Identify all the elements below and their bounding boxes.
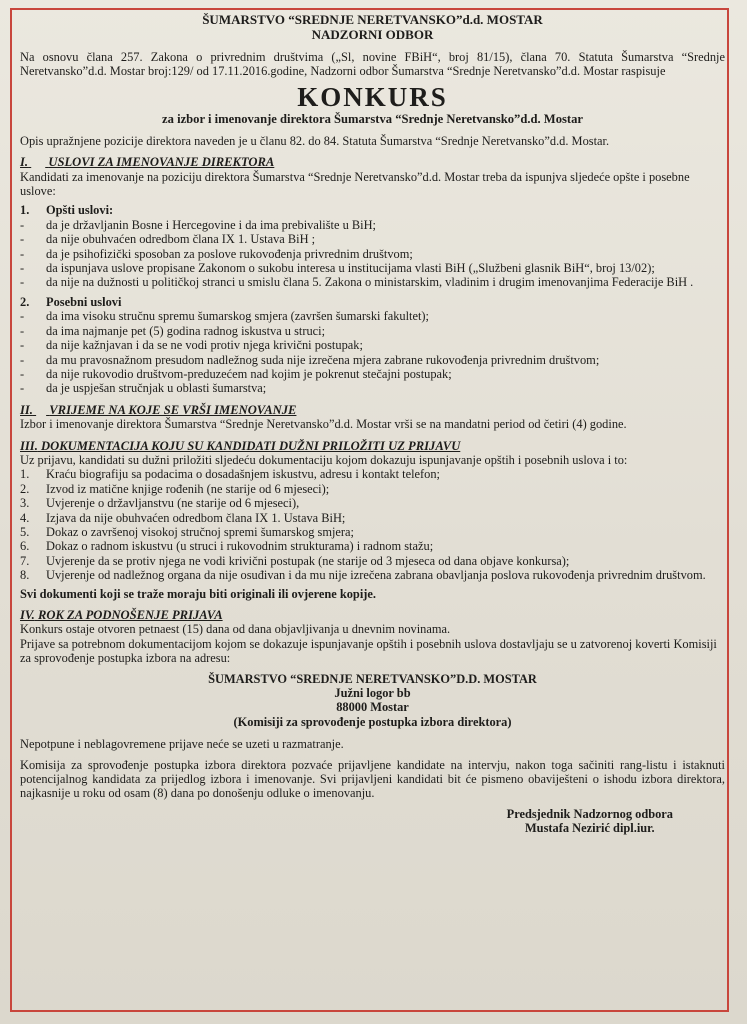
list-item-text: da nije obuhvaćen odredbom člana IX 1. Ustava BiH ; bbox=[46, 232, 316, 247]
general-num: 1. bbox=[20, 203, 30, 218]
item-number: 1. bbox=[20, 467, 30, 482]
section-4-num: IV. bbox=[20, 608, 35, 622]
bullet-mark: - bbox=[20, 338, 25, 353]
documents-note: Svi dokumenti koji se traže moraju biti originali ili ovjerene kopije. bbox=[20, 586, 376, 601]
bullet-mark: - bbox=[20, 261, 25, 276]
bullet-mark: - bbox=[20, 323, 25, 338]
section-3-num: III. bbox=[20, 438, 38, 453]
section-2-text: Izbor i imenovanje direktora Šumarstva “Srednje Neretvansko”d.d. Mostar vrši se na mandatni period od četiri (4) godine. bbox=[20, 417, 627, 432]
list-item-text: da ima najmanje pet (5) godina radnog iskustva u struci; bbox=[46, 323, 326, 338]
address-block bbox=[20, 672, 725, 730]
section-3-title: DOKUMENTACIJA KOJU SU KANDIDATI DUŽNI PRILOŽITI UZ PRIJAVU bbox=[41, 438, 461, 453]
list-item-text: da ispunjava uslove propisane Zakonom o sukobu interesa u institucijama vlasti BiH („Službeni glasnik BiH“, broj 13/02); bbox=[46, 261, 655, 276]
list-item-text: Dokaz o završenoj visokoj stručnoj spremi šumarskog smjera; bbox=[46, 524, 354, 539]
list-item bbox=[20, 511, 725, 525]
section-1-title: USLOVI ZA IMENOVANJE DIREKTORA bbox=[48, 155, 275, 170]
list-item bbox=[20, 539, 725, 553]
list-item bbox=[20, 353, 725, 367]
item-number: 4. bbox=[20, 510, 30, 525]
list-item-text: da ima visoku stručnu spremu šumarskog smjera (završen šumarski fakultet); bbox=[46, 309, 429, 324]
bullet-mark: - bbox=[20, 232, 25, 247]
item-number: 7. bbox=[20, 553, 30, 568]
section-3-heading bbox=[20, 439, 725, 453]
item-number: 2. bbox=[20, 481, 30, 496]
list-item bbox=[20, 568, 725, 582]
intro-paragraph: Na osnovu člana 257. Zakona o privrednim društvima („Sl, novine FBiH“, broj 81/15), člana 70. Statuta Šumarstva “Srednje Neretvansko”d.d. Mostar broj:129/ od 17.11.2016.godine, Nadzorni odbor Šumarstva “Srednje Neretvansko”d.d. Mostar raspisuje bbox=[20, 50, 725, 79]
list-item-text: da nije na dužnosti u političkoj stranci u smislu člana 5. Zakona o ministarskim, vladinim i drugim imenovanjima Federacije BiH . bbox=[46, 275, 694, 290]
list-item bbox=[20, 525, 725, 539]
item-number: 8. bbox=[20, 568, 30, 583]
page-title: KONKURS bbox=[297, 81, 448, 112]
special-title: Posebni uslovi bbox=[46, 294, 122, 309]
section-4-text-1: Konkurs ostaje otvoren petnaest (15) dana od dana objavljivanja u dnevnim novinama. bbox=[20, 622, 451, 637]
section-3-intro: Uz prijavu, kandidati su dužni priložiti sljedeću dokumentaciju kojom dokazuju ispunjavanje opštih i posebnih uslova i to: bbox=[20, 452, 628, 467]
list-item bbox=[20, 367, 725, 381]
list-item-text: da je psihofizički sposoban za poslove rukovođenja privrednim društvom; bbox=[46, 246, 413, 261]
section-1-num: I. bbox=[20, 155, 29, 170]
list-item-text: Izjava da nije obuhvaćen odredbom člana IX 1. Ustava BiH; bbox=[46, 510, 346, 525]
section-2-heading bbox=[20, 403, 725, 417]
list-item bbox=[20, 324, 725, 338]
section-4-text-2: Prijave sa potrebnom dokumentacijom kojom se dokazuje ispunjavanje opštih i posebnih uslova dostavljaju se u zatvorenoj koverti Komisiji za sprovođenje postupka izbora na adresu: bbox=[20, 636, 717, 666]
list-item-text: Uvjerenje da se protiv njega ne vodi krivični postupak (ne starije od 3 mjeseca od dana objave konkursa); bbox=[46, 553, 570, 568]
address-line-4: (Komisiji za sprovođenje postupka izbora direktora) bbox=[233, 714, 512, 729]
closing-paragraph-2: Komisija za sprovođenje postupka izbora direktora pozvaće prijavljene kandidate na intervju, nakon toga sačiniti rang-listu i istaknuti potencijalnog kandidata za prijedlog izbora i imenovanje. Svi prijavljeni kandidati bit će pismeno obaviješteni o ishodu izbora direktora, najkasnije u roku od osam (8) dana po donošenju odluke o imenovanju. bbox=[20, 757, 725, 801]
item-number: 6. bbox=[20, 539, 30, 554]
signature-inner bbox=[507, 807, 673, 836]
list-item bbox=[20, 338, 725, 352]
list-item bbox=[20, 247, 725, 261]
list-item-text: Dokaz o radnom iskustvu (u struci i rukovodnim strukturama) i radnom stažu; bbox=[46, 539, 434, 554]
general-title: Opšti uslovi: bbox=[46, 203, 114, 218]
bullet-mark: - bbox=[20, 366, 25, 381]
list-item-text: Uvjerenje od nadležnog organa da nije osuđivan i da mu nije izrečena zabrana obavljanja poslova rukovođenja privrednim društvom. bbox=[46, 568, 706, 583]
special-num: 2. bbox=[20, 294, 30, 309]
list-item-text: da nije kažnjavan i da se ne vodi protiv njega krivični postupak; bbox=[46, 338, 363, 353]
signature-name: Mustafa Nezirić dipl.iur. bbox=[524, 821, 655, 836]
list-item-text: da je državljanin Bosne i Hercegovine i da ima prebivalište u BiH; bbox=[46, 217, 376, 232]
list-item bbox=[20, 482, 725, 496]
section-2-title: VRIJEME NA KOJE SE VRŠI IMENOVANJE bbox=[49, 402, 297, 417]
section-2-num: II. bbox=[20, 402, 33, 417]
bullet-mark: - bbox=[20, 381, 25, 396]
list-item bbox=[20, 467, 725, 481]
org-header: ŠUMARSTVO “SREDNJE NERETVANSKO”d.d. MOSTAR bbox=[202, 12, 543, 27]
general-conditions-list bbox=[20, 218, 725, 290]
address-line-3: 88000 Mostar bbox=[336, 700, 409, 715]
bullet-mark: - bbox=[20, 309, 25, 324]
announcement bbox=[20, 12, 725, 836]
closing-paragraph-1: Nepotpune i neblagovremene prijave neće se uzeti u razmatranje. bbox=[20, 737, 344, 752]
section-4-title: ROK ZA PODNOŠENJE PRIJAVA bbox=[37, 608, 223, 622]
bullet-mark: - bbox=[20, 217, 25, 232]
section-1-heading bbox=[20, 155, 725, 169]
list-item bbox=[20, 218, 725, 232]
special-conditions-heading bbox=[20, 295, 725, 309]
bullet-mark: - bbox=[20, 246, 25, 261]
signature-role: Predsjednik Nadzornog odbora bbox=[506, 806, 673, 821]
documents-list bbox=[20, 467, 725, 582]
address-line-2: Južni logor bb bbox=[334, 686, 411, 701]
bullet-mark: - bbox=[20, 352, 25, 367]
section-4-heading bbox=[20, 608, 725, 622]
list-item-text: Uvjerenje o državljanstvu (ne starije od 6 mjeseci), bbox=[46, 496, 300, 511]
item-number: 5. bbox=[20, 524, 30, 539]
item-number: 3. bbox=[20, 496, 30, 511]
list-item bbox=[20, 232, 725, 246]
list-item-text: da je uspješan stručnjak u oblasti šumarstva; bbox=[46, 381, 267, 396]
list-item-text: Kraću biografiju sa podacima o dosadašnjem iskustvu, adresu i kontakt telefon; bbox=[46, 467, 440, 482]
special-conditions-list bbox=[20, 309, 725, 395]
section-1-intro: Kandidati za imenovanje na poziciju direktora Šumarstva “Srednje Neretvansko”d.d. Mostar treba da ispunjva sljedeće opšte i posebne uslove: bbox=[20, 169, 690, 199]
list-item bbox=[20, 496, 725, 510]
list-item-text: da mu pravosnažnom presudom nadležnog suda nije izrečena mjera zabrane rukovođenja privrednim društvom; bbox=[46, 352, 600, 367]
list-item-text: da nije rukovodio društvom-preduzećem nad kojim je pokrenut stečajni postupak; bbox=[46, 366, 452, 381]
general-conditions-heading bbox=[20, 203, 725, 217]
list-item bbox=[20, 309, 725, 323]
list-item bbox=[20, 275, 725, 289]
opis-paragraph: Opis upražnjene pozicije direktora naveden je u članu 82. do 84. Statuta Šumarstva “Srednje Neretvansko”d.d. Mostar. bbox=[20, 133, 610, 148]
signature-block bbox=[20, 807, 725, 836]
bullet-mark: - bbox=[20, 275, 25, 290]
address-line-1: ŠUMARSTVO “SREDNJE NERETVANSKO”D.D. MOSTAR bbox=[208, 671, 537, 686]
list-item bbox=[20, 381, 725, 395]
board-header: NADZORNI ODBOR bbox=[311, 27, 434, 42]
list-item-text: Izvod iz matične knjige rođenih (ne starije od 6 mjeseci); bbox=[46, 481, 330, 496]
list-item bbox=[20, 261, 725, 275]
subtitle: za izbor i imenovanje direktora Šumarstva “Srednje Neretvansko”d.d. Mostar bbox=[162, 111, 583, 126]
list-item bbox=[20, 554, 725, 568]
